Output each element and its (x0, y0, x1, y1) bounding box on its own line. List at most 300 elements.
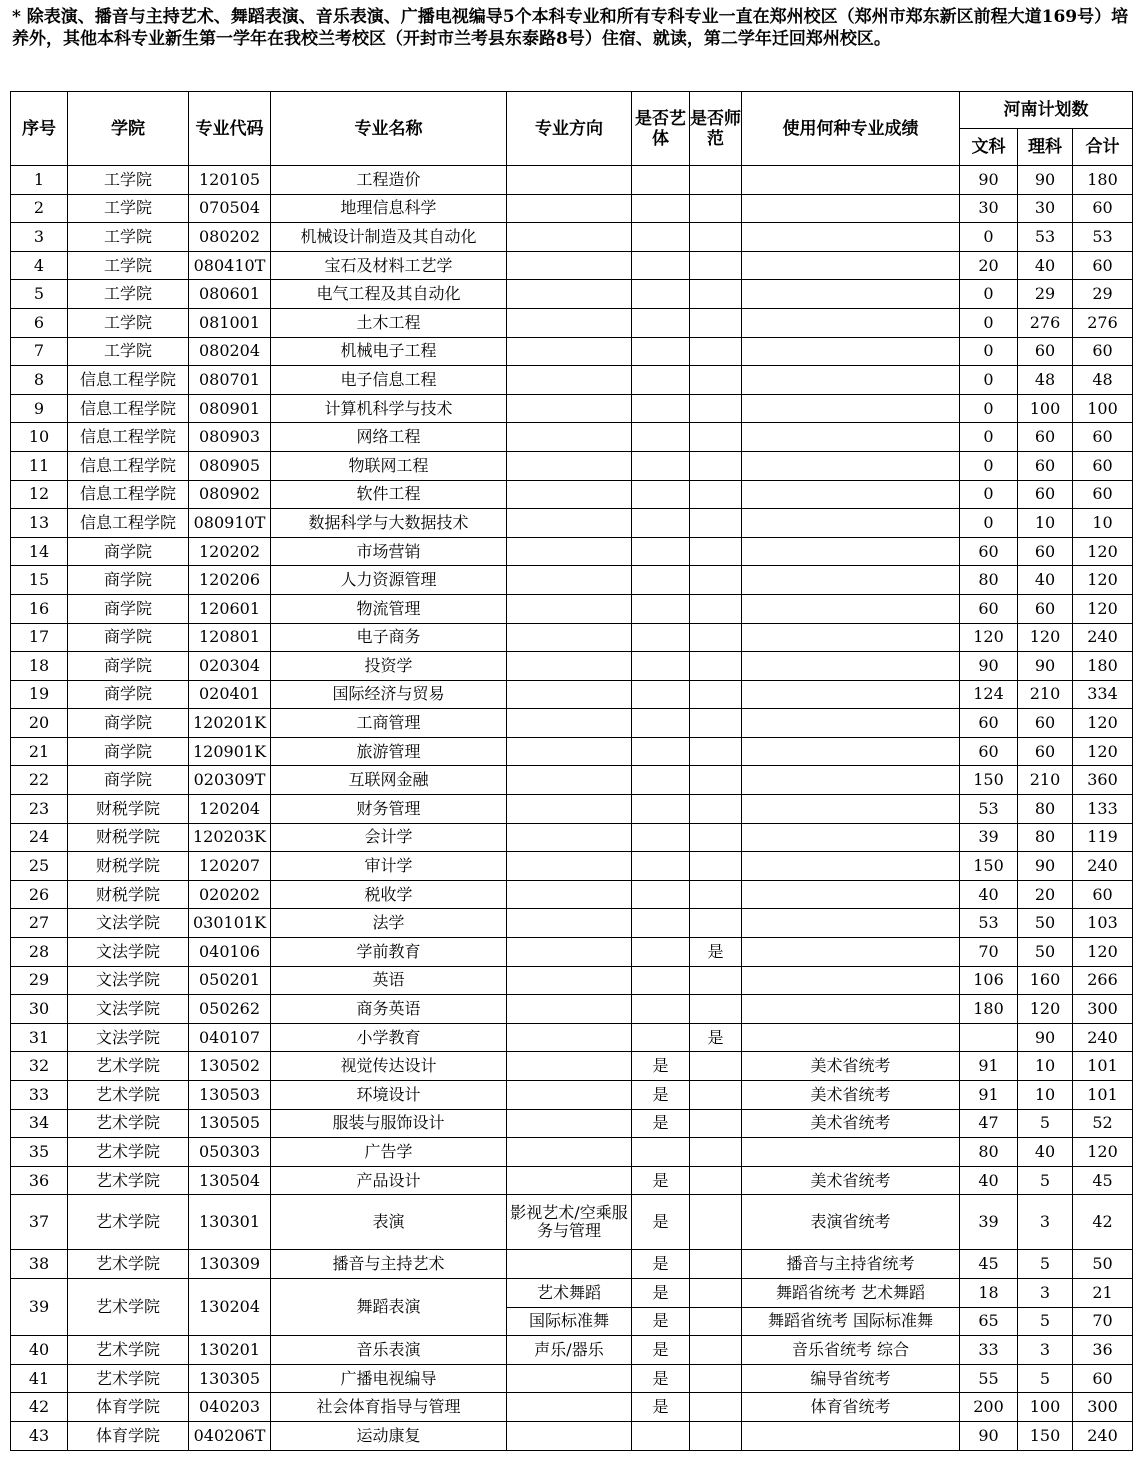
cell-name: 土木工程 (271, 308, 507, 337)
cell-li: 60 (1018, 709, 1073, 738)
cell-art (632, 766, 690, 795)
cell-college: 工学院 (68, 251, 189, 280)
cell-normal (690, 1278, 742, 1307)
cell-score (742, 1023, 960, 1052)
cell-seq: 5 (11, 280, 68, 309)
cell-name: 物流管理 (271, 594, 507, 623)
cell-direction (507, 709, 632, 738)
table-row (11, 509, 1133, 538)
cell-total: 180 (1073, 166, 1133, 195)
cell-code: 080902 (189, 480, 271, 509)
cell-li: 5 (1018, 1364, 1073, 1393)
cell-name: 宝石及材料工艺学 (271, 251, 507, 280)
cell-score (742, 852, 960, 881)
cell-name: 电子信息工程 (271, 366, 507, 395)
cell-code: 050262 (189, 995, 271, 1024)
cell-wen: 0 (960, 451, 1018, 480)
cell-direction (507, 823, 632, 852)
cell-direction (507, 1081, 632, 1110)
cell-normal (690, 795, 742, 824)
cell-direction (507, 1393, 632, 1422)
cell-li: 90 (1018, 166, 1073, 195)
cell-art (632, 623, 690, 652)
cell-art (632, 1421, 690, 1450)
cell-art: 是 (632, 1336, 690, 1365)
cell-college: 体育学院 (68, 1393, 189, 1422)
cell-wen: 91 (960, 1081, 1018, 1110)
cell-li: 60 (1018, 537, 1073, 566)
table-row (11, 451, 1133, 480)
cell-normal (690, 966, 742, 995)
cell-score (742, 451, 960, 480)
cell-name: 旅游管理 (271, 737, 507, 766)
cell-code: 050303 (189, 1138, 271, 1167)
cell-total: 42 (1073, 1195, 1133, 1250)
cell-li: 100 (1018, 394, 1073, 423)
cell-art: 是 (632, 1364, 690, 1393)
table-row (11, 1250, 1133, 1279)
cell-score: 美术省统考 (742, 1081, 960, 1110)
cell-direction (507, 766, 632, 795)
cell-score: 播音与主持省统考 (742, 1250, 960, 1279)
cell-direction (507, 537, 632, 566)
cell-score (742, 194, 960, 223)
cell-name: 法学 (271, 909, 507, 938)
cell-seq: 37 (11, 1195, 68, 1250)
cell-total: 133 (1073, 795, 1133, 824)
cell-code: 120601 (189, 594, 271, 623)
table-row (11, 938, 1133, 967)
cell-direction (507, 337, 632, 366)
cell-name: 国际经济与贸易 (271, 680, 507, 709)
cell-score: 美术省统考 (742, 1109, 960, 1138)
cell-wen: 18 (960, 1278, 1018, 1307)
cell-li: 60 (1018, 337, 1073, 366)
table-row (11, 1023, 1133, 1052)
cell-wen: 91 (960, 1052, 1018, 1081)
cell-wen: 20 (960, 251, 1018, 280)
cell-direction (507, 594, 632, 623)
cell-seq: 20 (11, 709, 68, 738)
cell-code: 040106 (189, 938, 271, 967)
cell-name: 机械电子工程 (271, 337, 507, 366)
cell-total: 60 (1073, 1364, 1133, 1393)
cell-total: 53 (1073, 223, 1133, 252)
cell-li: 210 (1018, 766, 1073, 795)
table-row (11, 1138, 1133, 1167)
cell-direction: 声乐/器乐 (507, 1336, 632, 1365)
cell-li: 276 (1018, 308, 1073, 337)
table-row (11, 995, 1133, 1024)
cell-art (632, 308, 690, 337)
cell-normal (690, 337, 742, 366)
cell-code: 120204 (189, 795, 271, 824)
cell-li: 80 (1018, 795, 1073, 824)
table-row (11, 652, 1133, 681)
cell-seq: 26 (11, 880, 68, 909)
cell-seq: 3 (11, 223, 68, 252)
cell-total: 276 (1073, 308, 1133, 337)
cell-direction (507, 1250, 632, 1279)
cell-score (742, 938, 960, 967)
cell-normal (690, 480, 742, 509)
cell-art (632, 909, 690, 938)
cell-name: 社会体育指导与管理 (271, 1393, 507, 1422)
cell-direction (507, 280, 632, 309)
cell-total: 120 (1073, 566, 1133, 595)
cell-total: 36 (1073, 1336, 1133, 1365)
cell-li: 100 (1018, 1393, 1073, 1422)
cell-art (632, 451, 690, 480)
cell-direction (507, 880, 632, 909)
cell-total: 29 (1073, 280, 1133, 309)
cell-college: 文法学院 (68, 938, 189, 967)
cell-total: 60 (1073, 451, 1133, 480)
cell-code: 050201 (189, 966, 271, 995)
table-row (11, 1195, 1133, 1250)
cell-seq: 8 (11, 366, 68, 395)
cell-code: 120206 (189, 566, 271, 595)
cell-score (742, 737, 960, 766)
cell-college: 信息工程学院 (68, 480, 189, 509)
cell-wen: 106 (960, 966, 1018, 995)
cell-code: 080901 (189, 394, 271, 423)
table-row (11, 709, 1133, 738)
cell-art (632, 566, 690, 595)
cell-wen: 80 (960, 566, 1018, 595)
cell-name: 物联网工程 (271, 451, 507, 480)
cell-total: 103 (1073, 909, 1133, 938)
cell-normal (690, 423, 742, 452)
cell-li: 120 (1018, 623, 1073, 652)
cell-seq: 13 (11, 509, 68, 538)
cell-li: 60 (1018, 451, 1073, 480)
cell-name: 播音与主持艺术 (271, 1250, 507, 1279)
cell-wen: 39 (960, 823, 1018, 852)
cell-total: 60 (1073, 423, 1133, 452)
cell-direction: 影视艺术/空乘服务与管理 (507, 1195, 632, 1250)
cell-art (632, 709, 690, 738)
cell-score: 表演省统考 (742, 1195, 960, 1250)
cell-wen: 0 (960, 223, 1018, 252)
cell-score (742, 223, 960, 252)
cell-code: 130309 (189, 1250, 271, 1279)
cell-code: 120901K (189, 737, 271, 766)
cell-normal (690, 451, 742, 480)
cell-college: 工学院 (68, 166, 189, 195)
cell-college: 文法学院 (68, 909, 189, 938)
cell-college: 艺术学院 (68, 1336, 189, 1365)
cell-normal (690, 909, 742, 938)
cell-name: 环境设计 (271, 1081, 507, 1110)
cell-wen: 150 (960, 852, 1018, 881)
cell-name: 数据科学与大数据技术 (271, 509, 507, 538)
cell-wen: 180 (960, 995, 1018, 1024)
table-row (11, 623, 1133, 652)
table-row (11, 223, 1133, 252)
cell-seq: 38 (11, 1250, 68, 1279)
cell-normal (690, 623, 742, 652)
cell-normal (690, 1250, 742, 1279)
cell-name: 市场营销 (271, 537, 507, 566)
cell-li: 40 (1018, 251, 1073, 280)
cell-score (742, 823, 960, 852)
cell-direction (507, 1052, 632, 1081)
cell-normal (690, 1138, 742, 1167)
enrollment-plan-table (10, 91, 1133, 1451)
cell-total: 52 (1073, 1109, 1133, 1138)
table-row (11, 308, 1133, 337)
cell-normal (690, 680, 742, 709)
cell-score (742, 280, 960, 309)
cell-total: 120 (1073, 938, 1133, 967)
cell-score: 美术省统考 (742, 1052, 960, 1081)
cell-normal (690, 594, 742, 623)
cell-direction: 艺术舞蹈 (507, 1278, 632, 1307)
cell-li: 120 (1018, 995, 1073, 1024)
cell-wen (960, 1023, 1018, 1052)
header-normal: 是否师范 (690, 92, 742, 166)
cell-seq: 12 (11, 480, 68, 509)
cell-score (742, 1421, 960, 1450)
cell-wen: 33 (960, 1336, 1018, 1365)
cell-seq: 40 (11, 1336, 68, 1365)
table-row (11, 852, 1133, 881)
cell-art (632, 537, 690, 566)
cell-art (632, 251, 690, 280)
cell-normal (690, 1109, 742, 1138)
table-row (11, 423, 1133, 452)
cell-college: 工学院 (68, 308, 189, 337)
cell-seq: 11 (11, 451, 68, 480)
cell-name: 软件工程 (271, 480, 507, 509)
cell-direction (507, 1166, 632, 1195)
cell-art (632, 394, 690, 423)
cell-wen: 0 (960, 280, 1018, 309)
cell-normal (690, 251, 742, 280)
cell-direction (507, 1138, 632, 1167)
table-row (11, 680, 1133, 709)
table-row (11, 280, 1133, 309)
cell-li: 3 (1018, 1336, 1073, 1365)
cell-normal (690, 852, 742, 881)
cell-li: 20 (1018, 880, 1073, 909)
cell-score (742, 509, 960, 538)
cell-normal (690, 537, 742, 566)
cell-li: 40 (1018, 566, 1073, 595)
cell-seq: 19 (11, 680, 68, 709)
cell-score (742, 251, 960, 280)
cell-seq: 16 (11, 594, 68, 623)
cell-wen: 0 (960, 366, 1018, 395)
cell-total: 119 (1073, 823, 1133, 852)
table-row (11, 1081, 1133, 1110)
cell-normal (690, 223, 742, 252)
cell-wen: 0 (960, 308, 1018, 337)
cell-normal (690, 308, 742, 337)
cell-normal: 是 (690, 938, 742, 967)
cell-seq: 22 (11, 766, 68, 795)
cell-normal (690, 737, 742, 766)
cell-normal (690, 1052, 742, 1081)
cell-wen: 30 (960, 194, 1018, 223)
cell-total: 48 (1073, 366, 1133, 395)
cell-score (742, 652, 960, 681)
cell-wen: 0 (960, 509, 1018, 538)
cell-code: 130505 (189, 1109, 271, 1138)
cell-direction (507, 795, 632, 824)
cell-art (632, 737, 690, 766)
cell-wen: 0 (960, 337, 1018, 366)
cell-li: 53 (1018, 223, 1073, 252)
table-row (11, 880, 1133, 909)
cell-code: 030101K (189, 909, 271, 938)
cell-art: 是 (632, 1307, 690, 1336)
cell-total: 10 (1073, 509, 1133, 538)
cell-college: 商学院 (68, 537, 189, 566)
cell-score (742, 480, 960, 509)
cell-seq: 39 (11, 1278, 68, 1335)
cell-total: 120 (1073, 1138, 1133, 1167)
table-row (11, 1109, 1133, 1138)
table-row (11, 1336, 1133, 1365)
cell-wen: 53 (960, 909, 1018, 938)
cell-direction (507, 623, 632, 652)
cell-college: 财税学院 (68, 823, 189, 852)
cell-seq: 42 (11, 1393, 68, 1422)
header-score: 使用何种专业成绩 (742, 92, 960, 166)
cell-art (632, 795, 690, 824)
cell-direction (507, 1364, 632, 1393)
cell-normal (690, 652, 742, 681)
cell-art: 是 (632, 1166, 690, 1195)
cell-art (632, 652, 690, 681)
cell-code: 040107 (189, 1023, 271, 1052)
cell-direction (507, 194, 632, 223)
cell-code: 120201K (189, 709, 271, 738)
table-row (11, 166, 1133, 195)
cell-normal (690, 1081, 742, 1110)
cell-total: 334 (1073, 680, 1133, 709)
cell-total: 50 (1073, 1250, 1133, 1279)
cell-name: 网络工程 (271, 423, 507, 452)
cell-code: 080410T (189, 251, 271, 280)
table-row (11, 366, 1133, 395)
cell-total: 100 (1073, 394, 1133, 423)
cell-direction (507, 1023, 632, 1052)
cell-score (742, 995, 960, 1024)
cell-college: 商学院 (68, 594, 189, 623)
cell-total: 120 (1073, 709, 1133, 738)
header-direction: 专业方向 (507, 92, 632, 166)
cell-normal (690, 194, 742, 223)
cell-seq: 30 (11, 995, 68, 1024)
cell-total: 180 (1073, 652, 1133, 681)
cell-wen: 124 (960, 680, 1018, 709)
cell-college: 艺术学院 (68, 1081, 189, 1110)
cell-name: 工商管理 (271, 709, 507, 738)
cell-li: 90 (1018, 652, 1073, 681)
cell-code: 130504 (189, 1166, 271, 1195)
cell-code: 020309T (189, 766, 271, 795)
cell-code: 080202 (189, 223, 271, 252)
cell-seq: 27 (11, 909, 68, 938)
cell-seq: 41 (11, 1364, 68, 1393)
cell-seq: 34 (11, 1109, 68, 1138)
cell-name: 互联网金融 (271, 766, 507, 795)
cell-college: 文法学院 (68, 966, 189, 995)
cell-name: 机械设计制造及其自动化 (271, 223, 507, 252)
cell-normal (690, 1166, 742, 1195)
cell-wen: 120 (960, 623, 1018, 652)
cell-direction (507, 394, 632, 423)
cell-name: 产品设计 (271, 1166, 507, 1195)
table-row (11, 766, 1133, 795)
cell-direction (507, 909, 632, 938)
cell-seq: 31 (11, 1023, 68, 1052)
cell-li: 3 (1018, 1195, 1073, 1250)
cell-li: 90 (1018, 1023, 1073, 1052)
cell-seq: 21 (11, 737, 68, 766)
cell-college: 信息工程学院 (68, 509, 189, 538)
cell-art (632, 1138, 690, 1167)
cell-name: 财务管理 (271, 795, 507, 824)
cell-total: 60 (1073, 880, 1133, 909)
cell-art (632, 823, 690, 852)
cell-college: 工学院 (68, 223, 189, 252)
cell-college: 信息工程学院 (68, 394, 189, 423)
cell-normal (690, 1364, 742, 1393)
cell-college: 商学院 (68, 652, 189, 681)
cell-code: 070504 (189, 194, 271, 223)
cell-name: 表演 (271, 1195, 507, 1250)
cell-seq: 17 (11, 623, 68, 652)
cell-score (742, 880, 960, 909)
cell-code: 130301 (189, 1195, 271, 1250)
cell-college: 艺术学院 (68, 1052, 189, 1081)
cell-score (742, 709, 960, 738)
cell-direction (507, 451, 632, 480)
cell-total: 60 (1073, 337, 1133, 366)
cell-wen: 0 (960, 480, 1018, 509)
cell-art (632, 594, 690, 623)
cell-art: 是 (632, 1250, 690, 1279)
cell-art: 是 (632, 1081, 690, 1110)
cell-seq: 32 (11, 1052, 68, 1081)
cell-name: 地理信息科学 (271, 194, 507, 223)
cell-wen: 0 (960, 394, 1018, 423)
cell-li: 210 (1018, 680, 1073, 709)
cell-name: 计算机科学与技术 (271, 394, 507, 423)
cell-college: 工学院 (68, 280, 189, 309)
cell-code: 080903 (189, 423, 271, 452)
cell-art (632, 194, 690, 223)
cell-college: 财税学院 (68, 795, 189, 824)
cell-college: 文法学院 (68, 1023, 189, 1052)
cell-wen: 53 (960, 795, 1018, 824)
cell-seq: 15 (11, 566, 68, 595)
cell-normal (690, 366, 742, 395)
cell-art: 是 (632, 1278, 690, 1307)
cell-college: 信息工程学院 (68, 366, 189, 395)
cell-direction (507, 166, 632, 195)
cell-direction (507, 423, 632, 452)
cell-direction (507, 680, 632, 709)
cell-li: 48 (1018, 366, 1073, 395)
cell-total: 300 (1073, 1393, 1133, 1422)
cell-normal (690, 566, 742, 595)
table-row (11, 480, 1133, 509)
